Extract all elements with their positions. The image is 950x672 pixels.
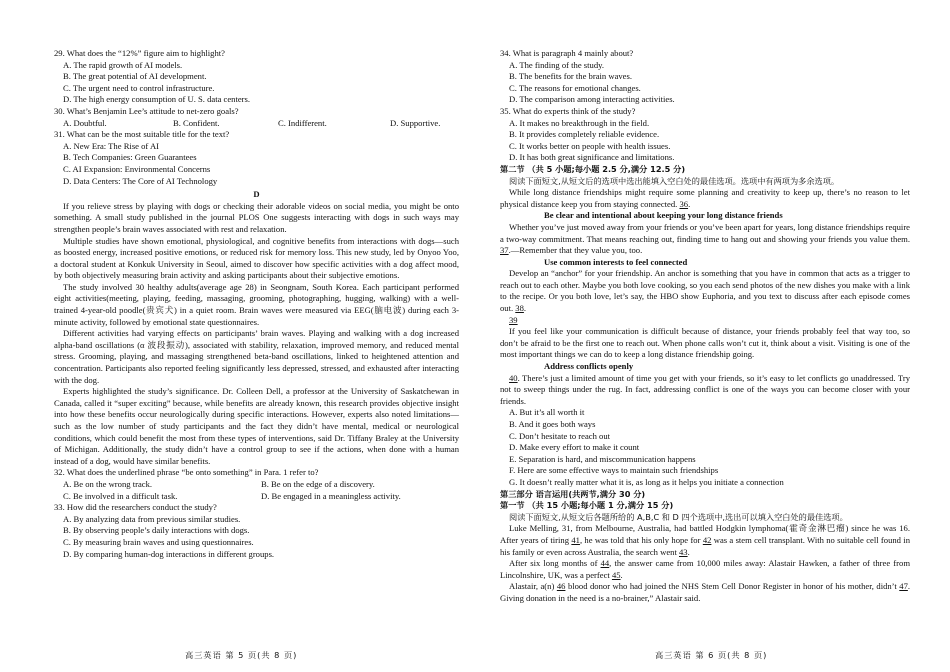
option: D. Supportive. [390,117,441,128]
choice: D. Make every effort to make it count [509,442,640,453]
blank-38: 38 [515,303,524,314]
paragraph-text: .—Remember that they value you, too. [508,245,643,256]
blank-46: 46 [556,581,566,592]
option: A. The finding of the study. [509,59,604,70]
passage-paragraph: The study involved 30 healthy adults(average age 28) in Seongnam, South Korea. Each participant performed eight activities(meeting, playing, feeding, massaging, grooming, photographing, hugging, walking) with a well-trained 4-year-old poodle(贵宾犬) in a quiet room. Brain waves were measured via EEG(脑电波) during each 3-minute activity, followed by emotional state questionnaires. [54,281,459,327]
option: D. It has both great significance and limitations. [509,152,675,163]
paragraph-text: After six long months of [509,558,598,569]
question-33: 33. How did the researchers conduct the study? [54,502,217,513]
option: D. By comparing human-dog interactions in different groups. [63,548,275,559]
passage-paragraph: Different activities had varying effects on participants’ brain waves. Playing and walking with a dog increased alpha-band oscillations (α 波段振动), associated with stability, relaxation, improved memory, and reduced mental stress. Grooming, playing, and massaging strengthened beta-band oscillations, linked to heightened attention and concentration. Participants also reported feeling significantly less depressed, stressed, and exhausted after interacting with the dog. [54,328,459,385]
paragraph-text: blood donor who had joined the NHS Stem Cell Donor Register in honor of his mother, didn’t [567,581,897,592]
options-grid [63,479,459,502]
question-34: 34. What is paragraph 4 mainly about? [500,48,634,58]
passage-paragraph [500,581,910,604]
section-instructions: 阅读下面短文,从短文后各题所给的 A,B,C 和 D 四个选项中,选出可以填入空白处的最佳选项。 [509,511,848,522]
option: A. The rapid growth of AI models. [63,59,183,70]
passage-letter: D [253,189,260,200]
paragraph-text: , he was told that his only hope for [579,534,701,545]
option: C. The urgent need to control infrastructure. [63,82,215,93]
question-32: 32. What does the underlined phrase “be onto something” in Para. 1 refer to? [54,467,319,478]
option: B. Confident. [173,117,220,128]
option: B. Tech Companies: Green Guarantees [63,152,197,163]
blank-43: 43 [679,546,688,557]
options-row [63,118,459,130]
option: A. Be on the wrong track. [63,478,153,489]
section-title: 第二节 （共 5 小题;每小题 2.5 分,满分 12.5 分) [500,163,686,174]
section-instructions: 阅读下面短文,从短文后的选项中选出能填入空白处的最佳选项。选项中有两项为多余选项。 [509,175,840,186]
option: B. By observing people’s daily interactions with dogs. [63,525,250,536]
choice: E. Separation is hard, and miscommunication happens [509,453,696,464]
left-column [54,48,459,560]
blank-39: 39 [509,314,518,325]
option: A. By analyzing data from previous similar studies. [63,513,241,524]
page-footer-left: 高三英语 第 5 页(共 8 页) [185,650,298,660]
question-30: 30. What’s Benjamin Lee’s attitude to net-zero goals? [54,105,239,116]
passage-paragraph: Luke Melling, 31, from Melbourne, Australia, had battled Hodgkin lymphoma(霍奇金淋巴瘤) since he was 16. After years of tiring 41, he was told that his only hope for 42 was a stem cell transplant. With no suitable cell found in his family or even across Australia, the search went 43. [500,523,910,557]
option: C. AI Expansion: Environmental Concerns [63,163,211,174]
blank-45: 45 [611,569,621,580]
passage-paragraph: If you relieve stress by playing with dogs or checking their adorable videos on social media, you might be onto something. A small study published in the journal PLOS One suggests interacting with dogs in such ways may strengthen people’s brain waves associated with rest and relaxation. [54,200,459,234]
question-29: 29. What does the “12%” figure aim to highlight? [54,48,225,58]
option: D. The high energy consumption of U. S. data centers. [63,94,251,105]
passage-paragraph [500,373,910,408]
blank-42: 42 [702,534,712,545]
part-title: 第三部分 语言运用(共两节,满分 30 分) [500,488,646,499]
choice: G. It doesn’t really matter what it is, as long as it helps you initiate a connection [509,476,784,487]
blank-36: 36 [679,198,689,209]
choice: F. Here are some effective ways to maintain such friendships [509,465,719,476]
paragraph-text: While long distance friendships might require some planning and creativity to keep up, there’s no reason to let physical distance keep you from staying connected. [500,187,910,209]
option: D. Be engaged in a meaningless activity. [261,490,401,501]
passage-paragraph [500,315,910,327]
choice: C. Don’t hesitate to reach out [509,430,611,441]
paragraph-text: Whether you’ve just moved away from your friends or you’ve been apart for years, long distance friendships require a two-way commitment. That means reaching out, finding time to hang out and showing your friends you value them. [500,221,910,244]
paragraph-text: Develop an “anchor” for your friendship. An anchor is something that you have in common that acts as a trigger to reach out to each other. Maybe you both love cooking, so you each send photos of the new dishes you make with a link to the recipe. Or you both love, let’s say, the HBO show Euphoria, and you text to discuss after each episode comes out. [500,268,910,314]
paragraph-text: was a stem cell transplant. With no suitable cell found in his family or even across Australia, the search went [500,534,910,557]
option: C. By measuring brain waves and using questionnaires. [63,536,254,547]
option: B. The benefits for the brain waves. [509,71,632,82]
option: C. Indifferent. [278,117,327,128]
choice: B. And it goes both ways [509,419,596,429]
option: A. New Era: The Rise of AI [63,140,160,151]
option: B. The great potential of AI development. [63,71,207,82]
option: A. Doubtful. [63,117,107,128]
subheading: Address conflicts openly [544,361,634,372]
passage-paragraph [500,222,910,257]
passage-paragraph: Multiple studies have shown emotional, physiological, and cognitive benefits from interactions with dogs—such as boosted energy, increased positive emotions, or reduced risk for memory loss. This new study, led by Onyoo Yoo, a doctoral student at Konkuk University in Seoul, aimed to discover how specific activities with a dog affect mood, by both objectively measuring brain activity and asking participants about their subjective emotions. [54,235,459,281]
section-title: 第一节 （共 15 小题;每小题 1 分,满分 15 分) [500,500,674,511]
option: B. Be on the edge of a discovery. [261,478,375,489]
blank-44: 44 [600,558,610,569]
passage-paragraph: Experts highlighted the study’s significance. Dr. Colleen Dell, a professor at the University of Saskatchewan in Canada, called it “super exciting” because, while benefits are already known, this research provides objective insight into how these benefits occur neurologically during specific interactions. However, experts also noted limitations—such as the low number of study participants and the fact they didn’t have mental, medical or neurological conditions, which could benefit the most from these types of interventions, said Dr. Tiffany Braley at the University of Michigan. Additionally, the study didn’t have a control group to see if the actions, when done with a human instead of a dog, would have similar benefits. [54,386,459,466]
blank-40: 40 [509,372,518,383]
paragraph-text: . Giving donation in the need is a no-brainer,” Alastair said. [500,581,911,603]
passage-paragraph: Develop an “anchor” for your friendship. An anchor is something that you have in common that acts as a trigger to reach out to each other. Maybe you both love cooking, so you each send photos of the new dishes you make with a link to the recipe. Or you both love, let’s say, the HBO show Euphoria, and you text to discuss after each episode comes out. 38. [500,268,910,314]
paragraph-text: . There’s just a limited amount of time you get with your friends, so it’s easy to let conflicts go unaddressed. Try not to sweep things under the rug. In fact, addressing conflict is one of the ways you can become closer with your friends. [500,372,910,406]
question-35: 35. What do experts think of the study? [500,105,636,116]
page-footer-right: 高三英语 第 6 页(共 8 页) [655,650,768,660]
subheading: Use common interests to feel connected [544,256,688,267]
passage-paragraph: If you feel like your communication is difficult because of distance, your friends probably feel that way too, so don’t be afraid to be the first one to reach out. When phone calls won’t cut it, think about a visit. Visiting is one of the most important things we can do to keep a long distance friendship going. [500,326,910,360]
option: D. The comparison among interacting activities. [509,94,675,105]
paragraph-text: Alastair, a(n) [509,581,555,592]
blank-47: 47 [899,581,908,592]
blank-37: 37 [500,245,509,256]
option: C. It works better on people with health issues. [509,140,671,151]
option: A. It makes no breakthrough in the field. [509,117,650,128]
option: D. Data Centers: The Core of AI Technology [63,175,218,186]
paragraph-text: Luke Melling, 31, from Melbourne, Australia, had battled Hodgkin lymphoma(霍奇金淋巴瘤) since he was 16. After years of tiring [500,523,910,545]
paragraph-text: , the answer came from 10,000 miles away: Alastair Hawken, a father of three from Lincolnshire, UK, was a perfect [500,558,910,580]
choice: A. But it’s all worth it [509,407,585,418]
right-column [500,48,910,605]
passage-paragraph: While long distance friendships might require some planning and creativity to keep up, there’s no reason to let physical distance keep you from staying connected. 36. [500,187,910,209]
subheading: Be clear and intentional about keeping your long distance friends [544,210,783,221]
option: B. It provides completely reliable evidence. [509,129,660,140]
option: C. The reasons for emotional changes. [509,82,641,93]
blank-41: 41 [571,534,580,545]
option: C. Be involved in a difficult task. [63,490,178,501]
question-31: 31. What can be the most suitable title for the text? [54,129,230,140]
passage-paragraph: After six long months of 44, the answer came from 10,000 miles away: Alastair Hawken, a father of three from Lincolnshire, UK, was a perfect 45. [500,558,910,580]
